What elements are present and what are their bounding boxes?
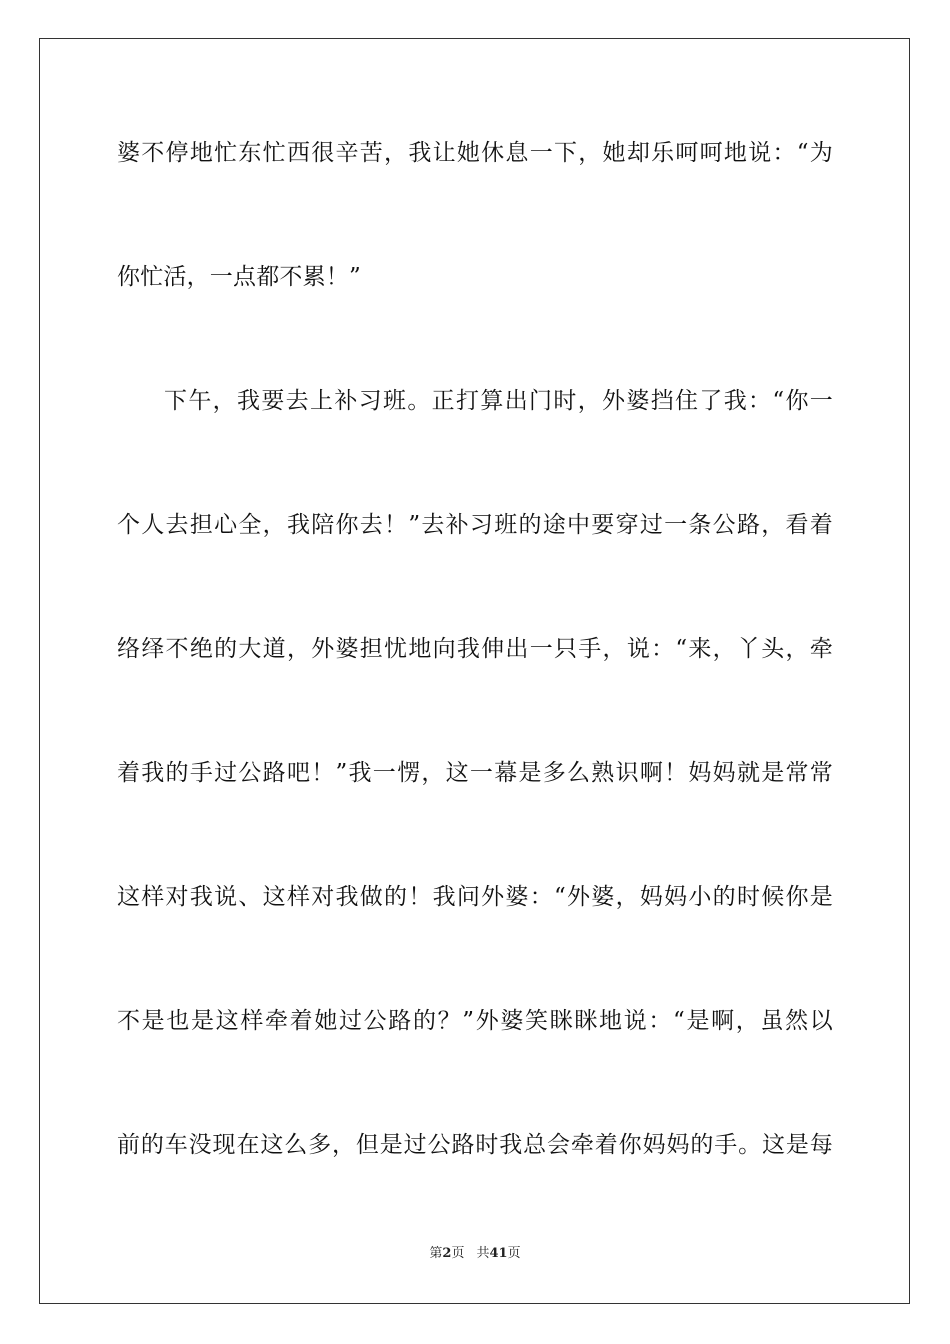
- text-line-3: 下午，我要去上补习班。正打算出门时，外婆挡住了我：“你一: [164, 388, 833, 414]
- page-border: [39, 38, 910, 1304]
- total-suffix: 页: [507, 1246, 521, 1261]
- page-suffix: 页: [451, 1246, 465, 1261]
- total-pages: 41: [489, 1246, 508, 1261]
- page-footer: [0, 1245, 950, 1263]
- text-line-5: 络绎不绝的大道，外婆担忧地向我伸出一只手，说：“来，丫头，牵: [117, 636, 833, 662]
- text-line-8: 不是也是这样牵着她过公路的？”外婆笑眯眯地说：“是啊，虽然以: [117, 1008, 833, 1034]
- page-prefix: 第: [429, 1246, 443, 1261]
- text-line-1: 婆不停地忙东忙西很辛苦，我让她休息一下，她却乐呵呵地说：“为: [117, 140, 833, 166]
- text-line-2: 你忙活，一点都不累！”: [117, 264, 361, 290]
- text-line-6: 着我的手过公路吧！”我一愣，这一幕是多么熟识啊！妈妈就是常常: [117, 760, 833, 786]
- text-line-9: 前的车没现在这么多，但是过公路时我总会牵着你妈妈的手。这是每: [117, 1132, 833, 1158]
- text-line-4: 个人去担心全，我陪你去！”去补习班的途中要穿过一条公路，看着: [117, 512, 833, 538]
- total-prefix: 共: [476, 1246, 490, 1261]
- page-number: 2: [442, 1246, 452, 1261]
- text-line-7: 这样对我说、这样对我做的！我问外婆：“外婆，妈妈小的时候你是: [117, 884, 833, 910]
